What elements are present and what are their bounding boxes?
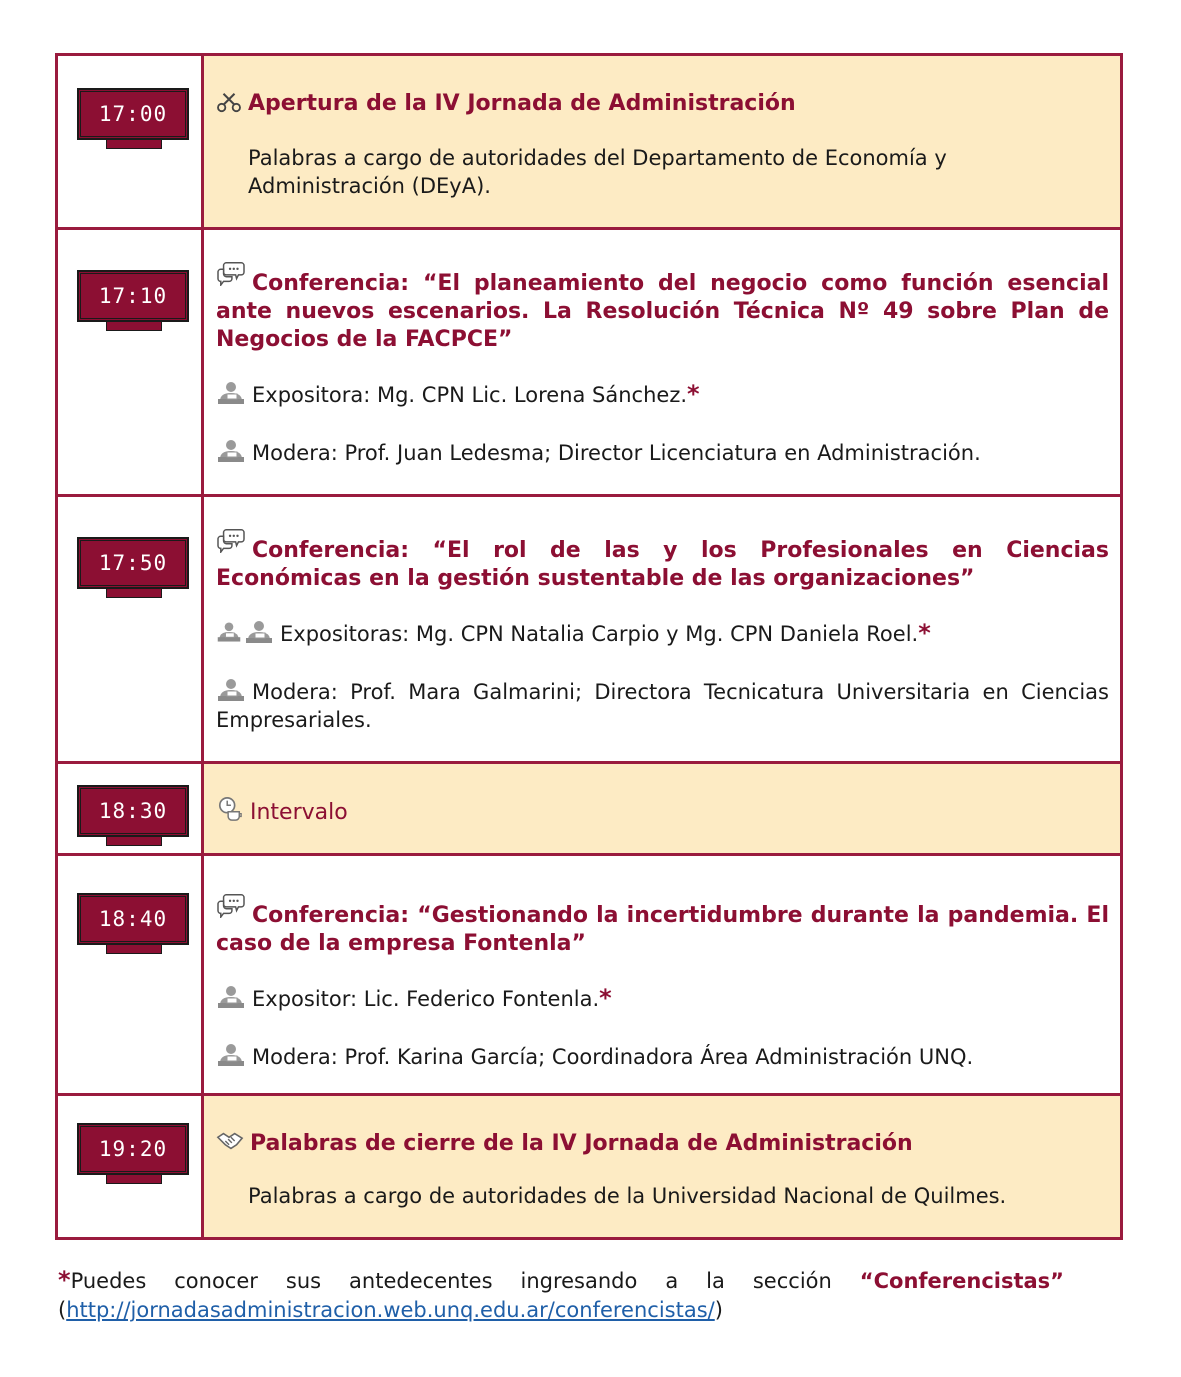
person-icon: [216, 439, 246, 463]
clock-icon: [78, 786, 188, 848]
asterisk: *: [918, 619, 931, 647]
clock-icon: [78, 89, 188, 151]
asterisk: *: [687, 380, 700, 408]
event-cell: [203, 1095, 1122, 1239]
moderator-text: Modera: Prof. Mara Galmarini; Directora Tecnicatura Universitaria en Ciencias Empresariales.: [216, 680, 1109, 732]
event-description: Palabras a cargo de autoridades del Departamento de Economía y Administración (DEyA).: [248, 146, 947, 198]
time-label: 17:00: [78, 89, 188, 139]
event-description: Palabras a cargo de autoridades de la Universidad Nacional de Quilmes.: [248, 1184, 1007, 1208]
event-cell: [203, 496, 1122, 763]
conferencistas-link[interactable]: http://jornadasadministracion.web.unq.edu.ar/conferencistas/: [66, 1298, 715, 1322]
schedule-row: [57, 496, 1122, 763]
handshake-icon: [216, 1129, 244, 1153]
person-icon: [216, 1043, 246, 1067]
clock-icon: [78, 538, 188, 600]
event-cell: [203, 55, 1122, 229]
coffee-break-icon: [216, 796, 244, 822]
schedule-row: [57, 1095, 1122, 1239]
person-icon: [244, 620, 274, 644]
asterisk: *: [58, 1266, 71, 1294]
time-cell: [57, 763, 203, 855]
time-label: 17:10: [78, 271, 188, 321]
clock-icon: [78, 271, 188, 333]
time-label: 19:20: [78, 1124, 188, 1174]
person-icon: [216, 620, 242, 644]
speaker-text: Expositora: Mg. CPN Lic. Lorena Sánchez.: [252, 383, 688, 407]
footnote-text: Puedes conocer sus antedecentes ingresando a la sección: [70, 1269, 832, 1293]
clock-icon: [78, 1124, 188, 1186]
speaker-text: Expositor: Lic. Federico Fontenla.: [252, 987, 600, 1011]
schedule-table: [55, 53, 1123, 1240]
schedule-row: [57, 55, 1122, 229]
asterisk: *: [599, 984, 612, 1012]
schedule-row: [57, 229, 1122, 496]
schedule-row: [57, 855, 1122, 1095]
event-title: Conferencia: “El rol de las y los Profesionales en Ciencias Económicas en la gestión sustentable de las organizaciones”: [216, 538, 1109, 591]
time-cell: [57, 496, 203, 763]
time-cell: [57, 855, 203, 1095]
event-title: Palabras de cierre de la IV Jornada de Administración: [250, 1131, 913, 1156]
event-title: Conferencia: “El planeamiento del negocio como función esencial ante nuevos escenarios. La Resolución Técnica Nº 49 sobre Plan de Negocios de la FACPCE”: [216, 271, 1109, 352]
speech-bubbles-icon: [216, 527, 246, 553]
event-cell: [203, 855, 1122, 1095]
footnote: [58, 1266, 1064, 1295]
time-label: 18:30: [78, 786, 188, 836]
speech-bubbles-icon: [216, 892, 246, 918]
person-icon: [216, 985, 246, 1009]
footnote-link-line: [58, 1296, 723, 1324]
paren-close: ): [714, 1298, 723, 1322]
speech-bubbles-icon: [216, 260, 246, 286]
person-icon: [216, 678, 246, 702]
scissors-icon: [216, 91, 242, 113]
time-cell: [57, 1095, 203, 1239]
event-title: Intervalo: [250, 800, 348, 825]
event-cell: [203, 229, 1122, 496]
moderator-text: Modera: Prof. Karina García; Coordinadora Área Administración UNQ.: [252, 1045, 974, 1069]
event-title: Conferencia: “Gestionando la incertidumbre durante la pandemia. El caso de la empresa Fontenla”: [216, 903, 1109, 956]
time-label: 17:50: [78, 538, 188, 588]
schedule-row: [57, 763, 1122, 855]
time-cell: [57, 229, 203, 496]
event-cell: [203, 763, 1122, 855]
speaker-text: Expositoras: Mg. CPN Natalia Carpio y Mg. CPN Daniela Roel.: [280, 622, 919, 646]
footnote-section: “Conferencistas”: [859, 1269, 1064, 1293]
moderator-text: Modera: Prof. Juan Ledesma; Director Licenciatura en Administración.: [252, 441, 981, 465]
time-cell: [57, 55, 203, 229]
paren-open: (: [58, 1298, 67, 1322]
person-icon: [216, 381, 246, 405]
event-title: Apertura de la IV Jornada de Administración: [248, 91, 796, 116]
clock-icon: [78, 894, 188, 956]
time-label: 18:40: [78, 894, 188, 944]
